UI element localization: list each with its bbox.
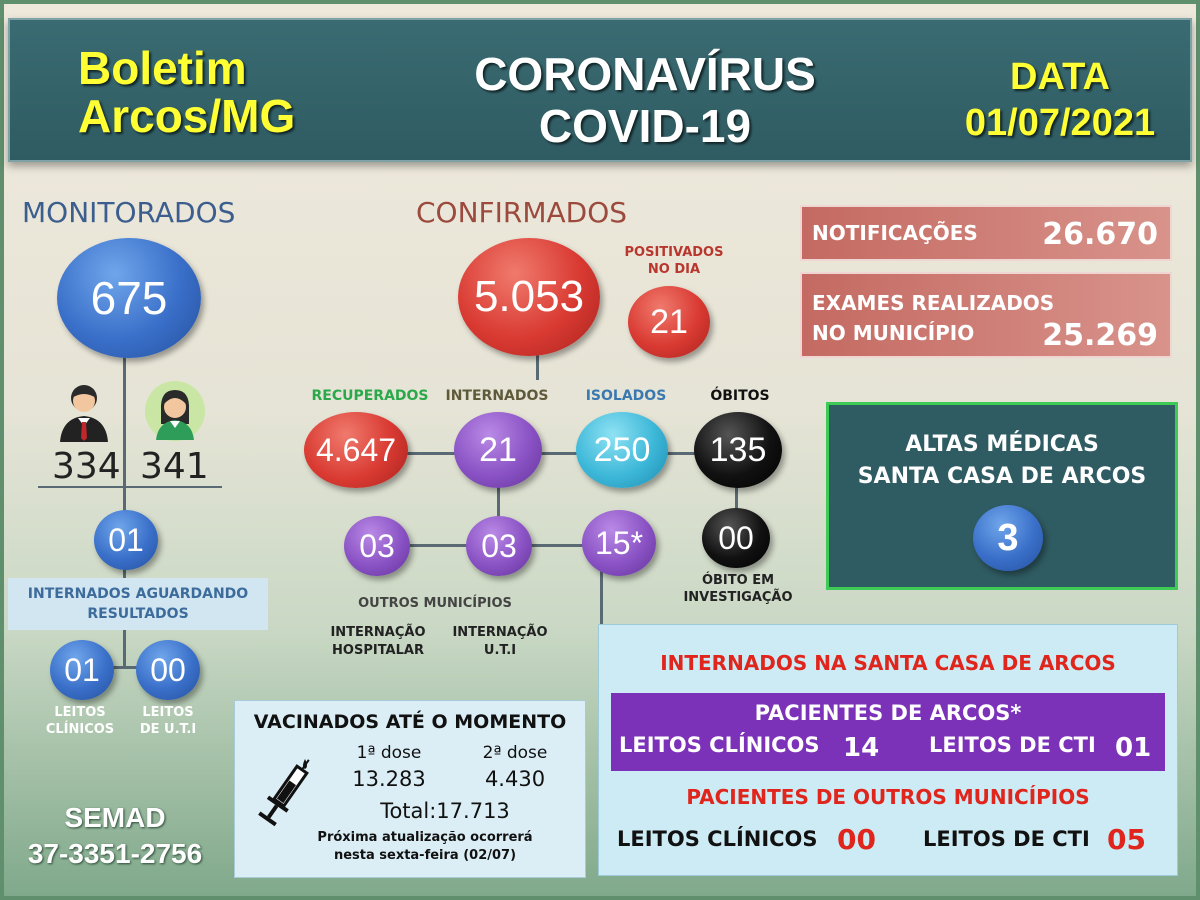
altas-medicas-box <box>826 402 1178 590</box>
header-boletim: Boletim <box>78 42 247 94</box>
leitos-clinicos-label <box>30 704 130 738</box>
exames-box <box>800 272 1172 358</box>
vacinados-box <box>234 700 586 878</box>
leitos-uti-label-line1: LEITOS <box>142 705 194 720</box>
obito-investigacao-label-line2: INVESTIGAÇÃO <box>683 590 793 605</box>
confirmados-total-circle: 5.053 <box>458 238 600 356</box>
arcos-cti-label: LEITOS DE CTI <box>929 733 1096 757</box>
semad-phone: 37-3351-2756 <box>27 838 203 869</box>
monitorados-male-count: 334 <box>52 446 121 487</box>
altas-title-line2: SANTA CASA DE ARCOS <box>857 464 1147 489</box>
outros-clinicos-label: LEITOS CLÍNICOS <box>617 827 818 851</box>
dose1-value: 13.283 <box>352 767 426 791</box>
exames-label-line2: NO MUNICÍPIO <box>812 321 975 345</box>
positivados-circle: 21 <box>628 286 710 358</box>
exames-value: 25.269 <box>1042 318 1158 353</box>
vacinados-title: VACINADOS ATÉ O MOMENTO <box>253 711 567 733</box>
semad-name: SEMAD <box>64 802 166 833</box>
positivados-label-line2: NO DIA <box>647 262 701 277</box>
semad-block <box>10 800 220 872</box>
header-center <box>410 48 880 152</box>
monitorados-title: MONITORADOS <box>22 196 236 229</box>
header-date: 01/07/2021 <box>964 102 1156 144</box>
awaiting-results-circle: 01 <box>94 510 158 570</box>
awaiting-label-line1: INTERNADOS AGUARDANDO <box>27 586 249 602</box>
header-left <box>78 44 328 140</box>
leitos-uti-circle: 00 <box>136 640 200 700</box>
internados-santa-casa-box <box>598 624 1178 876</box>
header-data-label: DATA <box>1010 56 1110 98</box>
recuperados-label: RECUPERADOS <box>311 388 429 404</box>
internacao-uti-label-line2: U.T.I <box>483 643 517 658</box>
obito-investigacao-circle: 00 <box>702 508 770 568</box>
dose2-label: 2ª dose <box>482 743 548 763</box>
internacao-hospitalar-label-line2: HOSPITALAR <box>332 643 424 658</box>
obitos-circle: 135 <box>694 412 782 488</box>
altas-title-line1: ALTAS MÉDICAS <box>905 432 1099 457</box>
header-coronavirus: CORONAVÍRUS <box>474 48 816 100</box>
vacinados-note-line1: Próxima atualização ocorrerá <box>317 830 533 845</box>
leitos-uti-label <box>118 704 218 738</box>
outros-municipios-label: OUTROS MUNICÍPIOS <box>358 596 512 611</box>
leitos-uti-label-line2: DE U.T.I <box>139 722 197 737</box>
internacao-hospitalar-circle: 03 <box>466 516 532 576</box>
santa-casa-title: INTERNADOS NA SANTA CASA DE ARCOS <box>660 651 1116 675</box>
internacao-uti-circle: 15* <box>582 510 656 576</box>
altas-value-circle: 3 <box>973 505 1043 571</box>
pacientes-outros-title: PACIENTES DE OUTROS MUNICÍPIOS <box>686 785 1090 809</box>
internados-label: INTERNADOS <box>445 388 549 404</box>
internacao-hospitalar-label <box>316 624 440 660</box>
outros-municipios-circle: 03 <box>344 516 410 576</box>
header-city: Arcos/MG <box>78 90 296 142</box>
internacao-uti-label <box>440 624 560 660</box>
header-right <box>940 54 1180 146</box>
header-covid: COVID-19 <box>538 100 752 152</box>
leitos-clinicos-label-line2: CLÍNICOS <box>45 722 115 737</box>
isolados-label: ISOLADOS <box>585 388 667 404</box>
positivados-label-line1: POSITIVADOS <box>624 245 724 260</box>
obitos-label: ÓBITOS <box>710 388 770 404</box>
dose2-value: 4.430 <box>484 767 546 791</box>
outros-cti-value: 05 <box>1107 823 1146 856</box>
awaiting-results-label <box>8 578 268 630</box>
obito-investigacao-label-line1: ÓBITO EM <box>701 573 775 588</box>
arcos-clinicos-label: LEITOS CLÍNICOS <box>619 733 820 757</box>
exames-label-line1: EXAMES REALIZADOS <box>812 291 1055 315</box>
notificacoes-value: 26.670 <box>1042 217 1158 252</box>
notificacoes-label: NOTIFICAÇÕES <box>812 221 978 245</box>
recuperados-circle: 4.647 <box>304 412 408 488</box>
male-person-icon <box>56 380 112 444</box>
internacao-uti-label-line1: INTERNAÇÃO <box>452 625 548 640</box>
notificacoes-box <box>800 205 1172 261</box>
vacinados-note-line2: nesta sexta-feira (02/07) <box>333 848 517 863</box>
exames-label <box>812 288 1054 348</box>
leitos-clinicos-circle: 01 <box>50 640 114 700</box>
outros-cti-label: LEITOS DE CTI <box>923 827 1090 851</box>
confirmados-title: CONFIRMADOS <box>416 196 628 229</box>
monitorados-female-count: 341 <box>140 446 209 487</box>
internados-circle: 21 <box>454 412 542 488</box>
vacinados-note <box>275 829 575 865</box>
leitos-clinicos-label-line1: LEITOS <box>54 705 106 720</box>
vacinados-total: Total:17.713 <box>380 799 510 823</box>
altas-title <box>829 429 1175 493</box>
monitorados-total-circle: 675 <box>57 238 201 358</box>
pacientes-arcos-box <box>611 693 1165 771</box>
obito-investigacao-label <box>670 572 806 606</box>
leitos-connector <box>123 628 126 668</box>
syringe-icon <box>257 751 317 831</box>
outros-clinicos-value: 00 <box>837 823 876 856</box>
pacientes-arcos-title: PACIENTES DE ARCOS* <box>754 701 1022 725</box>
awaiting-label-line2: RESULTADOS <box>87 606 189 622</box>
positivados-label <box>612 244 736 278</box>
arcos-cti-value: 01 <box>1115 733 1152 763</box>
internacao-hospitalar-label-line1: INTERNAÇÃO <box>330 625 426 640</box>
female-person-icon <box>144 380 206 442</box>
dose1-label: 1ª dose <box>356 743 422 763</box>
isolados-circle: 250 <box>576 412 668 488</box>
arcos-clinicos-value: 14 <box>843 733 880 763</box>
header-banner <box>8 18 1192 162</box>
